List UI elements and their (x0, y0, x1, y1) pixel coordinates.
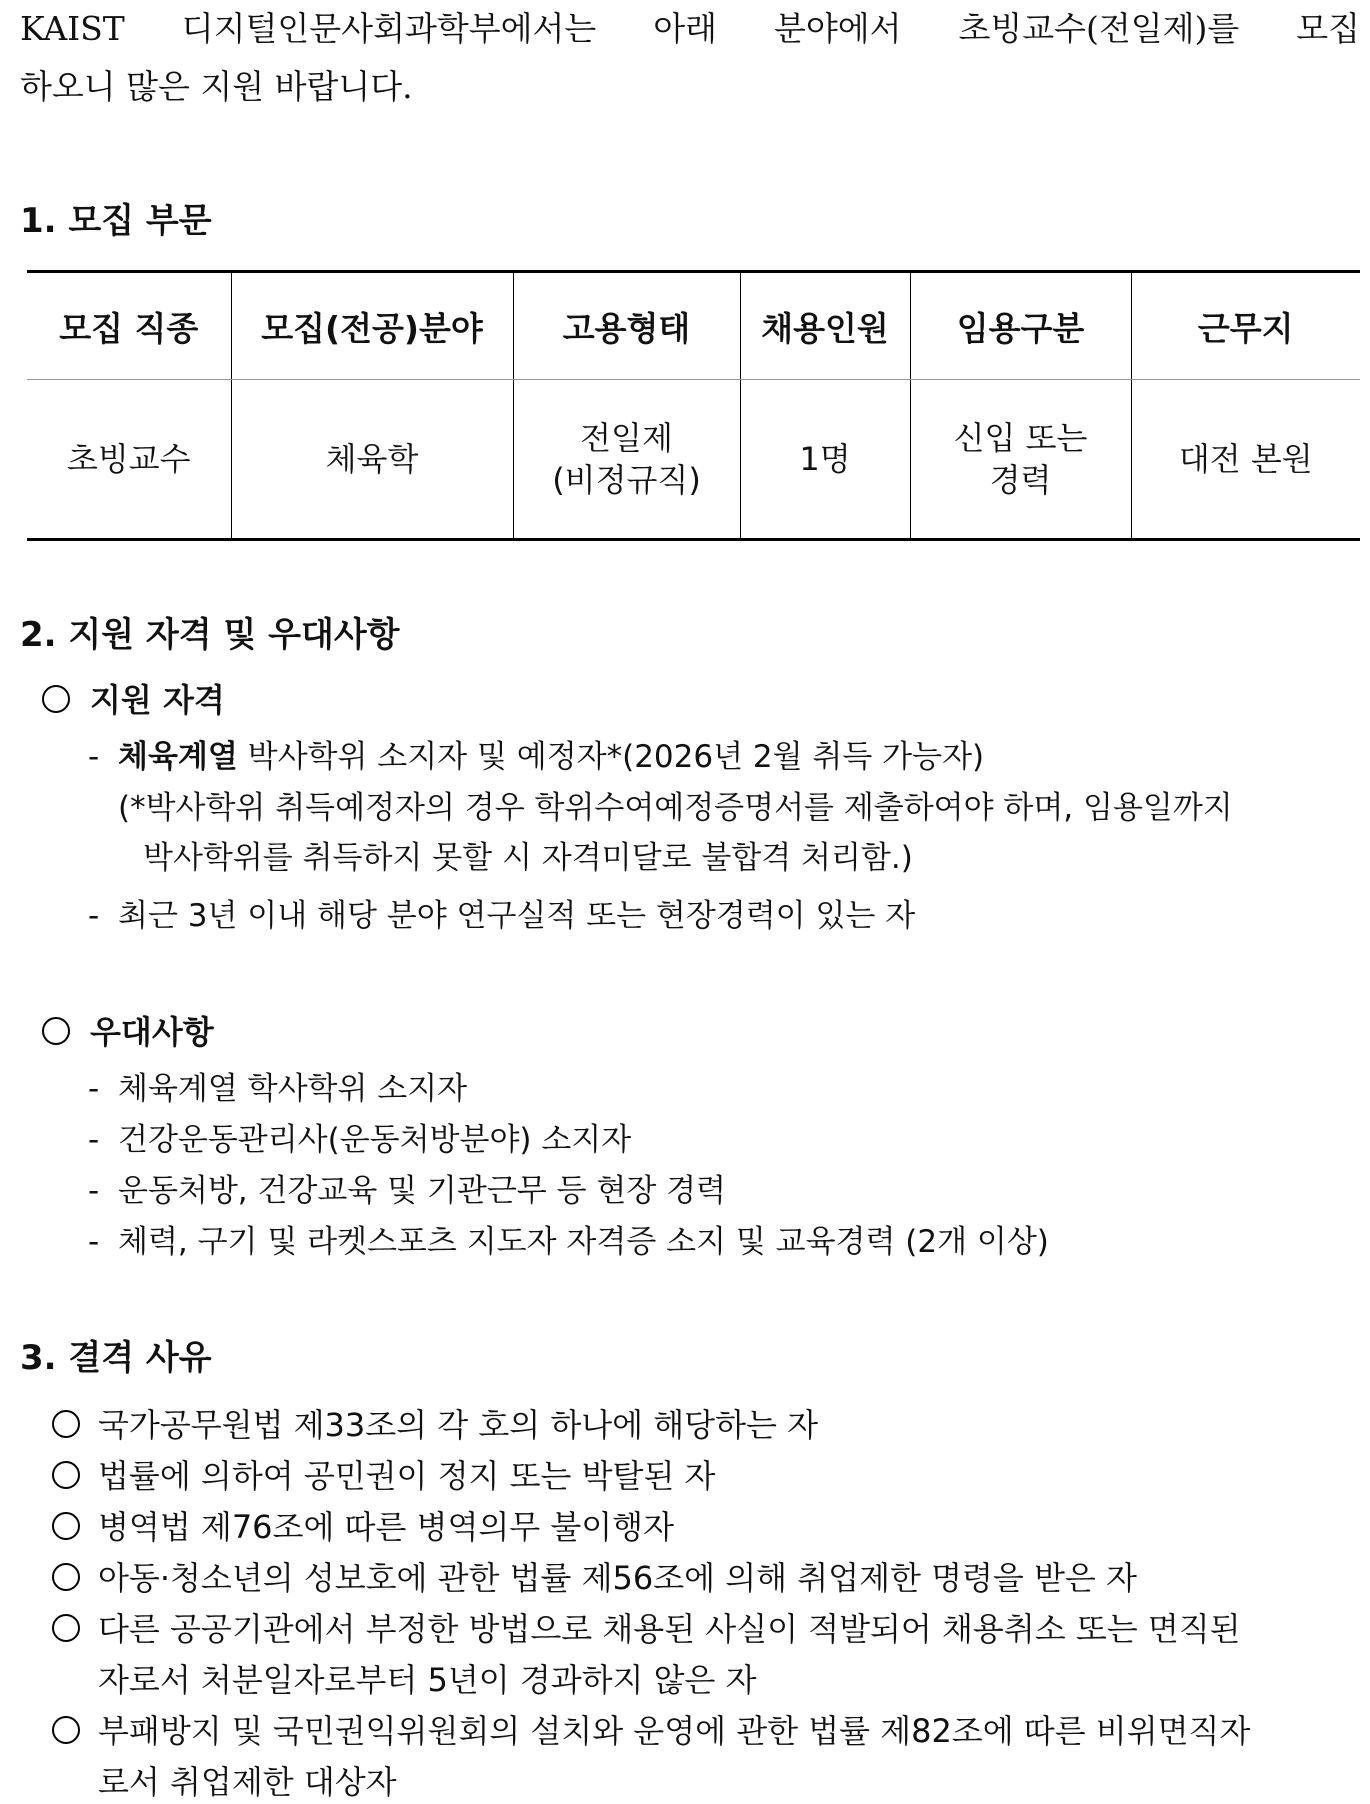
preference-text: 운동처방, 건강교육 및 기관근무 등 현장 경력 (118, 1173, 727, 1209)
cell-employment-type (513, 380, 740, 540)
cell-job-type: 초빙교수 (27, 380, 231, 540)
preference-item: - 체력, 구기 및 라켓스포츠 지도자 자격증 소지 및 교육경력 (2개 이상) (88, 1224, 1049, 1260)
cell-headcount: 1명 (740, 380, 910, 540)
disqualification-text: 국가공무원법 제33조의 각 호의 하나에 해당하는 자 (98, 1406, 818, 1444)
disqualification-item (52, 1502, 674, 1548)
cell-appointment-type-line1: 신입 또는 (953, 419, 1088, 457)
preference-item: - 운동처방, 건강교육 및 기관근무 등 현장 경력 (88, 1173, 727, 1209)
cell-appointment-type (910, 380, 1131, 540)
qualification-bold: 체육계열 (118, 739, 238, 775)
cell-appointment-type-line2: 경력 (989, 461, 1052, 499)
disqualification-item (52, 1604, 1241, 1650)
preferences-subheading (42, 1007, 214, 1053)
preference-item: - 건강운동관리사(운동처방분야) 소지자 (88, 1122, 632, 1158)
section-3-heading: 3. 결격 사유 (20, 1338, 212, 1378)
qualification-item: - 체육계열 박사학위 소지자 및 예정자*(2026년 2월 취득 가능자) (88, 739, 985, 775)
disqualification-text: 법률에 의하여 공민권이 정지 또는 박탈된 자 (98, 1457, 716, 1495)
qualifications-title: 지원 자격 (90, 681, 225, 719)
table-header-row (27, 272, 1360, 380)
disqualification-text: 부패방지 및 국민권익위원회의 설치와 운영에 관한 법률 제82조에 따른 비위면직자 (98, 1712, 1251, 1750)
disqualification-item (52, 1553, 1137, 1599)
disqualification-text: 다른 공공기관에서 부정한 방법으로 채용된 사실이 적발되어 채용취소 또는 면직된 (98, 1610, 1241, 1648)
circle-bullet-icon (52, 1716, 80, 1744)
circle-bullet-icon (42, 685, 70, 713)
table-row (27, 380, 1360, 540)
preference-text: 건강운동관리사(운동처방분야) 소지자 (118, 1122, 632, 1158)
qualifications-subheading (42, 675, 225, 721)
header-field: 모집(전공)분야 (231, 272, 513, 380)
qualification-text: 최근 3년 이내 해당 분야 연구실적 또는 현장경력이 있는 자 (118, 898, 916, 934)
disqualification-item (52, 1451, 715, 1497)
disqualification-item (52, 1706, 1250, 1752)
circle-bullet-icon (52, 1410, 80, 1438)
intro-paragraph (20, 0, 1360, 116)
section-1-heading: 1. 모집 부문 (20, 201, 212, 241)
circle-bullet-icon (42, 1017, 70, 1045)
disqualification-item (52, 1400, 818, 1446)
disqualification-text: 병역법 제76조에 따른 병역의무 불이행자 (98, 1508, 674, 1546)
header-headcount: 채용인원 (740, 272, 910, 380)
circle-bullet-icon (52, 1461, 80, 1489)
intro-line-1: KAIST 디지털인문사회과학부에서는 아래 분야에서 초빙교수(전일제)를 모집 (20, 9, 1360, 48)
preference-text: 체육계열 학사학위 소지자 (118, 1071, 468, 1107)
preference-text: 체력, 구기 및 라켓스포츠 지도자 자격증 소지 및 교육경력 (2개 이상) (118, 1224, 1049, 1260)
preferences-title: 우대사항 (90, 1013, 214, 1051)
header-appointment-type: 임용구분 (910, 272, 1131, 380)
circle-bullet-icon (52, 1563, 80, 1591)
intro-line-2: 하오니 많은 지원 바랍니다. (20, 67, 413, 106)
cell-workplace: 대전 본원 (1131, 380, 1360, 540)
cell-field: 체육학 (231, 380, 513, 540)
preference-item: - 체육계열 학사학위 소지자 (88, 1071, 468, 1107)
cell-employment-type-line1: 전일제 (580, 419, 673, 457)
disqualification-continuation: 자로서 처분일자로부터 5년이 경과하지 않은 자 (98, 1661, 757, 1699)
cell-employment-type-line2: (비정규직) (552, 461, 701, 499)
circle-bullet-icon (52, 1512, 80, 1540)
qualification-note-line-1: (*박사학위 취득예정자의 경우 학위수여예정증명서를 제출하여야 하며, 임용일까지 (118, 790, 1233, 826)
disqualification-text: 아동·청소년의 성보호에 관한 법률 제56조에 의해 취업제한 명령을 받은 자 (98, 1559, 1137, 1597)
qualification-rest: 박사학위 소지자 및 예정자*(2026년 2월 취득 가능자) (237, 739, 985, 775)
disqualification-continuation: 로서 취업제한 대상자 (98, 1763, 397, 1801)
header-job-type: 모집 직종 (27, 272, 231, 380)
header-employment-type: 고용형태 (513, 272, 740, 380)
circle-bullet-icon (52, 1614, 80, 1642)
header-workplace: 근무지 (1131, 272, 1360, 380)
qualification-item: - 최근 3년 이내 해당 분야 연구실적 또는 현장경력이 있는 자 (88, 898, 916, 934)
section-2-heading: 2. 지원 자격 및 우대사항 (20, 615, 400, 655)
recruitment-table (27, 270, 1360, 541)
qualification-note-line-2: 박사학위를 취득하지 못할 시 자격미달로 불합격 처리함.) (143, 840, 913, 876)
